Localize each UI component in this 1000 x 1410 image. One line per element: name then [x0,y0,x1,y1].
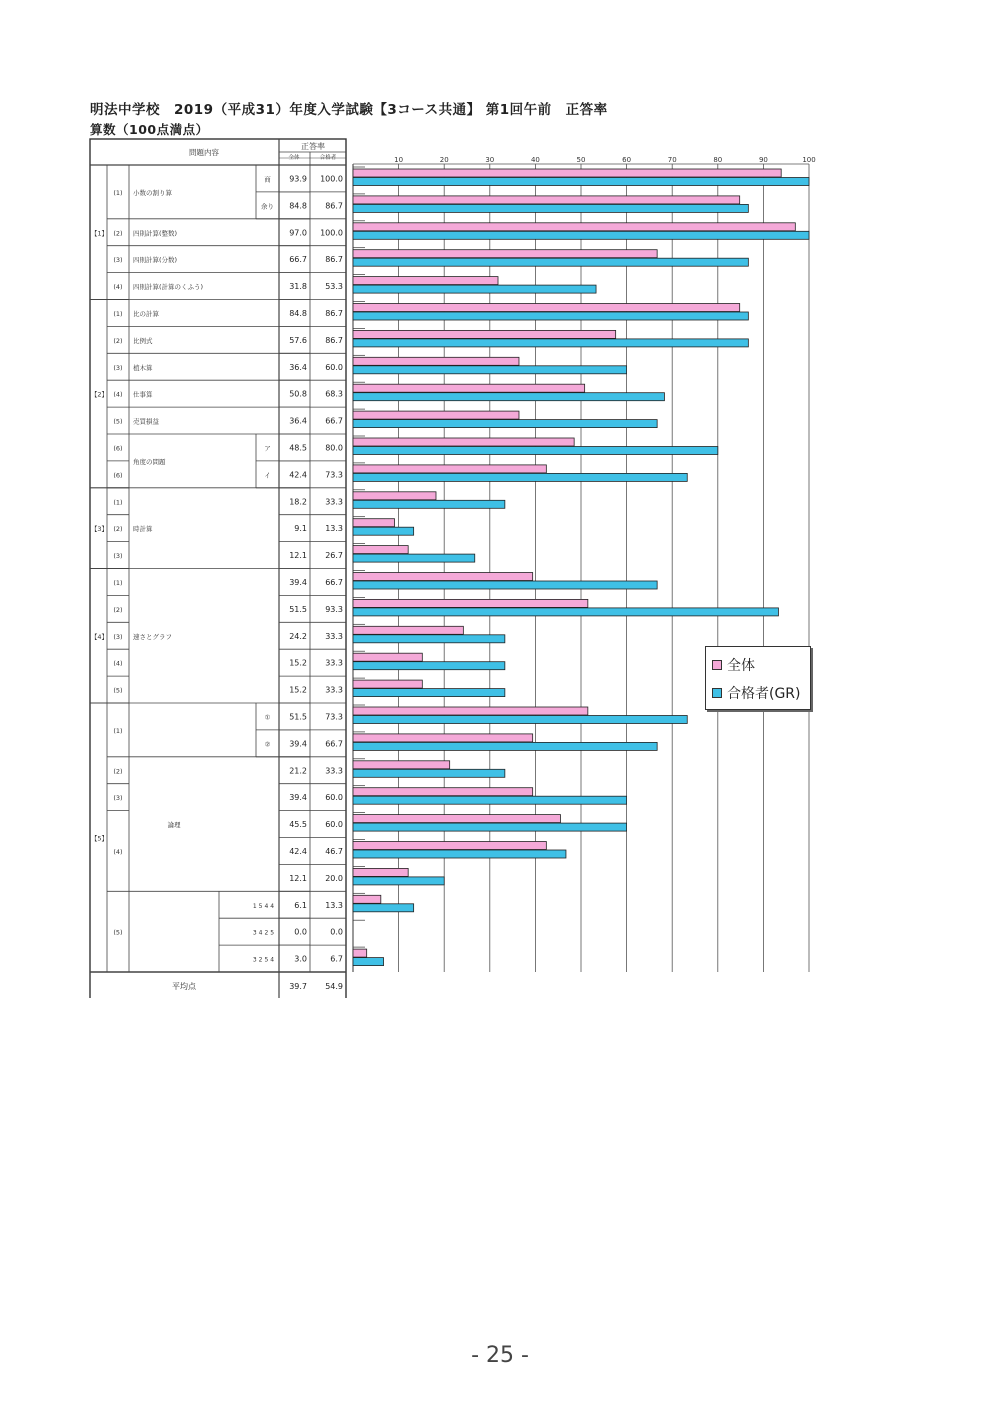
cell-all-rate: 57.6 [289,335,307,345]
cell-pass-rate: 100.0 [320,228,343,238]
bar-all [353,707,588,715]
cell-all-rate: 24.2 [289,631,307,641]
bar-pass [353,554,475,562]
cell-all-rate: 93.9 [289,174,307,184]
question-number: (1) [113,498,123,507]
question-number: (3) [113,363,123,372]
cell-all-rate: 84.8 [289,201,307,211]
bar-pass [353,420,657,428]
bar-pass [353,608,778,616]
bar-pass [353,178,809,186]
cell-pass-rate: 86.7 [325,308,343,318]
cell-all-rate: 18.2 [289,497,307,507]
cell-all-rate: 42.4 [289,470,307,480]
tick-label: 80 [713,156,723,164]
cell-all-rate: 15.2 [289,685,307,695]
bar-pass [353,231,809,239]
bar-all [353,573,533,581]
question-content: 時計算 [133,525,153,534]
bar-pass [353,850,566,858]
cell-pass-rate: 60.0 [325,362,343,372]
cell-all-rate: 84.8 [289,308,307,318]
bar-all [353,196,740,204]
cell-pass-rate: 33.3 [325,497,343,507]
cell-pass-rate: 73.3 [325,470,343,480]
bar-pass [353,904,414,912]
bar-all [353,357,519,365]
bar-all [353,438,574,446]
bar-all [353,465,546,473]
tick-label: 30 [485,156,495,164]
bar-all [353,680,422,688]
bar-pass [353,285,596,293]
cell-pass-rate: 86.7 [325,201,343,211]
bar-pass [353,769,505,777]
average-pass: 54.9 [325,982,343,991]
question-number: (4) [113,390,123,399]
cell-all-rate: 31.8 [289,282,307,292]
row-subitem: イ [264,471,271,480]
question-number: (1) [113,309,123,318]
cell-all-rate: 51.5 [289,604,307,614]
bar-all [353,788,533,796]
section-label: 【4】 [90,632,109,641]
bar-all [353,734,533,742]
bar-pass [353,635,505,643]
cell-pass-rate: 73.3 [325,712,343,722]
question-content: 比例式 [133,336,153,345]
question-number: (2) [113,336,123,345]
bar-all [353,842,546,850]
bar-pass [353,742,657,750]
cell-pass-rate: 33.3 [325,631,343,641]
row-subitem: 3425 [252,929,277,937]
section-label: 【1】 [90,229,109,238]
legend-swatch-all [712,660,722,670]
bar-pass [353,447,718,455]
cell-pass-rate: 33.3 [325,685,343,695]
bar-all [353,384,585,392]
bar-all [353,895,381,903]
cell-all-rate: 97.0 [289,228,307,238]
cell-pass-rate: 100.0 [320,174,343,184]
cell-all-rate: 36.4 [289,362,307,372]
row-subitem: 商 [264,175,271,184]
header-content: 問題内容 [189,148,219,157]
cell-pass-rate: 66.7 [325,739,343,749]
cell-all-rate: 66.7 [289,255,307,265]
cell-all-rate: 42.4 [289,846,307,856]
cell-all-rate: 45.5 [289,820,307,830]
score-table [89,138,347,998]
bar-pass [353,339,748,347]
question-content: 四則計算(分数) [133,256,178,265]
bar-all [353,169,781,177]
question-number: (6) [113,471,123,480]
tick-label: 60 [622,156,632,164]
bar-pass [353,877,444,885]
question-number: (5) [113,417,123,426]
tick-label: 50 [576,156,586,164]
cell-all-rate: 9.1 [294,524,307,534]
cell-all-rate: 21.2 [289,766,307,776]
bar-all [353,304,740,312]
question-content: 小数の割り算 [133,188,172,197]
bar-pass [353,366,627,374]
legend-item-pass [712,683,801,703]
bar-pass [353,204,748,212]
cell-pass-rate: 60.0 [325,793,343,803]
cell-all-rate: 39.4 [289,739,307,749]
cell-pass-rate: 86.7 [325,335,343,345]
row-subitem: ア [264,444,271,453]
section-label: 【2】 [90,390,109,399]
bar-all [353,330,616,338]
bar-pass [353,958,384,966]
header-all: 全体 [288,155,300,161]
cell-pass-rate: 6.7 [330,954,343,964]
page-title: 明法中学校 2019（平成31）年度入学試験【3コース共通】 第1回午前 正答率 [90,102,608,118]
question-number: (5) [113,928,123,937]
cell-pass-rate: 68.3 [325,389,343,399]
cell-all-rate: 3.0 [294,954,307,964]
question-number: (2) [113,767,123,776]
row-subitem: 1544 [252,902,277,910]
question-number: (3) [113,256,123,265]
average-all: 39.7 [289,982,307,991]
cell-all-rate: 51.5 [289,712,307,722]
cell-pass-rate: 13.3 [325,524,343,534]
tick-label: 70 [667,156,677,164]
bar-pass [353,581,657,589]
bar-all [353,653,422,661]
question-content: 速さとグラフ [133,632,172,641]
cell-all-rate: 48.5 [289,443,307,453]
question-number: (1) [113,578,123,587]
question-content: 植木算 [133,363,153,372]
chart-legend [705,646,811,710]
question-number: (4) [113,659,123,668]
bar-pass [353,527,414,535]
cell-pass-rate: 80.0 [325,443,343,453]
question-number: (6) [113,444,123,453]
bar-pass [353,500,505,508]
answer-rate-chart [350,150,820,980]
cell-pass-rate: 86.7 [325,255,343,265]
question-number: (4) [113,283,123,292]
bar-all [353,250,657,258]
question-content: 比の計算 [133,309,159,318]
cell-pass-rate: 53.3 [325,282,343,292]
cell-pass-rate: 33.3 [325,766,343,776]
tick-label: 90 [758,156,768,164]
bar-pass [353,258,748,266]
bar-all [353,761,450,769]
header-pass: 合格者 [319,155,337,161]
question-number: (2) [113,229,123,238]
bar-pass [353,716,687,724]
row-subitem: ① [264,713,271,722]
cell-all-rate: 39.4 [289,577,307,587]
cell-all-rate: 39.4 [289,793,307,803]
legend-label-pass: 合格者(GR) [727,686,801,702]
bar-all [353,223,795,231]
bar-pass [353,823,627,831]
legend-swatch-pass [712,688,722,698]
tick-label: 100 [802,156,816,164]
bar-pass [353,393,664,401]
cell-all-rate: 6.1 [294,900,307,910]
bar-all [353,815,560,823]
question-content: 仕事算 [133,390,153,399]
row-subitem: 余り [261,202,274,211]
legend-label-all: 全体 [727,658,755,674]
bar-all [353,277,498,285]
question-content: 売買損益 [133,417,159,426]
bar-all [353,519,394,527]
page-subtitle: 算数（100点満点） [90,122,209,137]
header-rate: 正答率 [301,142,325,151]
question-number: (5) [113,686,123,695]
cell-all-rate: 12.1 [289,873,307,883]
question-number: (2) [113,605,123,614]
tick-label: 20 [439,156,449,164]
tick-label: 10 [394,156,404,164]
cell-all-rate: 36.4 [289,416,307,426]
question-number: (3) [113,632,123,641]
row-subitem: ② [264,740,271,749]
section-label: 【3】 [90,525,109,534]
bar-all [353,492,436,500]
bar-all [353,626,463,634]
bar-all [353,546,408,554]
section-label: 【5】 [90,834,109,843]
cell-pass-rate: 66.7 [325,577,343,587]
question-number: (2) [113,525,123,534]
cell-all-rate: 15.2 [289,658,307,668]
cell-pass-rate: 46.7 [325,846,343,856]
bar-all [353,868,408,876]
cell-pass-rate: 33.3 [325,658,343,668]
cell-pass-rate: 93.3 [325,604,343,614]
question-number: (3) [113,552,123,561]
question-content: 論理 [167,821,181,830]
cell-pass-rate: 0.0 [330,927,343,937]
row-subitem: 3254 [252,956,277,964]
legend-item-all [712,655,755,675]
cell-all-rate: 50.8 [289,389,307,399]
cell-pass-rate: 26.7 [325,551,343,561]
cell-pass-rate: 20.0 [325,873,343,883]
page-number: - 25 - [471,1343,529,1368]
cell-all-rate: 12.1 [289,551,307,561]
bar-pass [353,689,505,697]
question-number: (3) [113,794,123,803]
bar-all [353,599,588,607]
cell-all-rate: 0.0 [294,927,307,937]
average-label: 平均点 [172,982,196,991]
question-number: (1) [113,188,123,197]
question-content: 四則計算(計算のくふう) [133,283,204,292]
bar-pass [353,312,748,320]
cell-pass-rate: 66.7 [325,416,343,426]
question-content: 角度の問題 [133,457,166,466]
cell-pass-rate: 13.3 [325,900,343,910]
question-content: 四則計算(整数) [133,229,178,238]
tick-label: 40 [530,156,540,164]
bar-pass [353,796,627,804]
bar-all [353,949,367,957]
bar-pass [353,473,687,481]
bar-pass [353,662,505,670]
bar-all [353,411,519,419]
question-number: (4) [113,847,123,856]
question-number: (1) [113,726,123,735]
cell-pass-rate: 60.0 [325,820,343,830]
